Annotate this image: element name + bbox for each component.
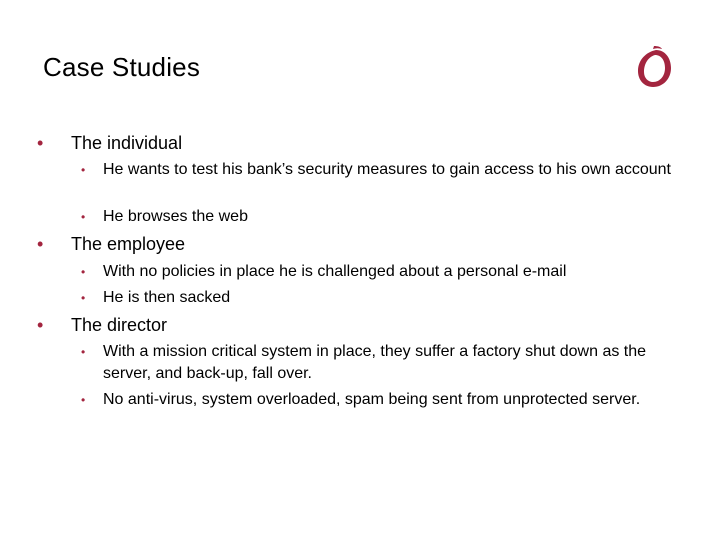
- list-item-level1: [37, 132, 183, 154]
- slide-title: Case Studies: [43, 52, 201, 82]
- list-item-level2: [81, 287, 693, 309]
- list-item-text: He browses the web: [103, 208, 248, 225]
- list-item-level2: [81, 261, 693, 283]
- list-item-text: With no policies in place he is challenged about a personal e-mail: [103, 263, 567, 280]
- bullet-icon: •: [81, 265, 86, 279]
- list-item-level2: [81, 341, 693, 385]
- list-item-level1: [37, 314, 168, 336]
- bullet-icon: •: [37, 234, 44, 254]
- list-item-text: With a mission critical system in place, they suffer a factory shut down as the server, and back-up, fall over.: [103, 343, 647, 382]
- list-item-text: No anti-virus, system overloaded, spam being sent from unprotected server.: [103, 391, 641, 408]
- list-item-level2: [81, 159, 693, 181]
- bullet-icon: •: [37, 315, 44, 335]
- bullet-icon: •: [81, 163, 86, 177]
- section-heading: The employee: [71, 234, 186, 254]
- list-item-level1: [37, 233, 186, 255]
- bullet-icon: •: [81, 393, 86, 407]
- bullet-icon: •: [37, 133, 44, 153]
- list-item-level2: [81, 389, 693, 411]
- list-item-level2: [81, 206, 693, 228]
- section-heading: The director: [71, 315, 168, 335]
- bullet-icon: •: [81, 345, 86, 359]
- bullet-icon: •: [81, 291, 86, 305]
- bullet-icon: •: [81, 210, 86, 224]
- list-item-text: He is then sacked: [103, 289, 231, 306]
- list-item-text: He wants to test his bank’s security measures to gain access to his own account: [103, 161, 671, 178]
- section-heading: The individual: [71, 133, 183, 153]
